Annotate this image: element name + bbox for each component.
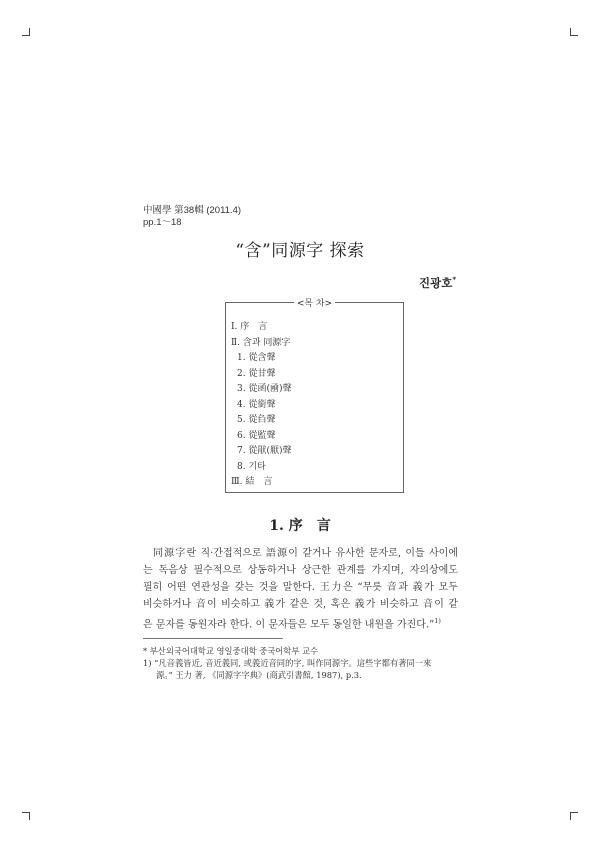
body-line: 필히 어떤 연관성을 갖는 것을 말한다. 王力은 “무릇 音과 義가 모두 — [143, 582, 458, 593]
crop-mark — [22, 812, 30, 813]
journal-pages: pp.1～18 — [143, 217, 182, 228]
footnote-1: 1) “凡音義皆近, 音近義同, 或義近音同的字, 叫作同源字。這些字都有著同一來 — [143, 658, 432, 668]
author-name: 진광호 — [419, 276, 453, 290]
toc-item: 1. 從含聲 — [237, 353, 276, 363]
paper-title: “含”同源字 探索 — [235, 241, 365, 261]
toc-item: 7. 從猒(厭)聲 — [237, 446, 292, 456]
toc-item: Ⅲ. 結 言 — [231, 477, 273, 487]
toc-item: 2. 從甘聲 — [237, 369, 276, 379]
footnote-1-cont: 源。” 王力 著, 《同源字字典》(商武引書館, 1987), p.3. — [156, 670, 362, 680]
footnote-ref: 1) — [434, 617, 441, 625]
author-line — [419, 275, 456, 291]
footnote-divider — [143, 638, 283, 639]
crop-mark — [22, 35, 30, 36]
toc-item: 3. 從函(凾)聲 — [237, 384, 292, 394]
crop-mark — [570, 812, 578, 813]
toc-item: Ⅱ. 含과 同源字 — [231, 338, 291, 348]
footnote-affiliation: * 부산외국어대학교 영일중대학 중국어학부 교수 — [143, 646, 318, 656]
body-line: 同源字란 직·간접적으로 語源이 같거나 유사한 문자로, 이들 사이에 — [153, 548, 458, 559]
toc-item: 4. 從銜聲 — [237, 400, 276, 410]
body-line: 는 독음상 필수적으로 상동하거나 상근한 관계를 가지며, 자의상에도 — [143, 565, 458, 576]
crop-mark — [570, 812, 571, 820]
body-line-last — [143, 613, 458, 633]
toc-heading-wrap — [226, 296, 403, 309]
toc-item: 6. 從監聲 — [237, 431, 276, 441]
crop-mark — [570, 35, 578, 36]
toc-item: 8. 기타 — [237, 462, 266, 472]
toc-item: 5. 從臽聲 — [237, 415, 276, 425]
table-of-contents — [225, 299, 404, 493]
body-line: 비슷하거나 音이 비슷하고 義가 같은 것, 혹은 義가 비슷하고 音이 같 — [143, 599, 458, 610]
toc-heading: <목 차> — [294, 299, 335, 309]
body-line: 은 문자를 동원자라 한다. 이 문자들은 모두 동일한 내원을 가진다.” — [143, 619, 435, 631]
toc-item: Ⅰ. 序 言 — [231, 322, 268, 332]
author-affiliation-mark: * — [452, 275, 456, 285]
section-heading: 1. 序 言 — [269, 518, 331, 534]
journal-info — [143, 205, 241, 229]
journal-volume: 中國學 第38輯 (2011.4) — [143, 205, 242, 216]
crop-mark — [29, 812, 30, 820]
